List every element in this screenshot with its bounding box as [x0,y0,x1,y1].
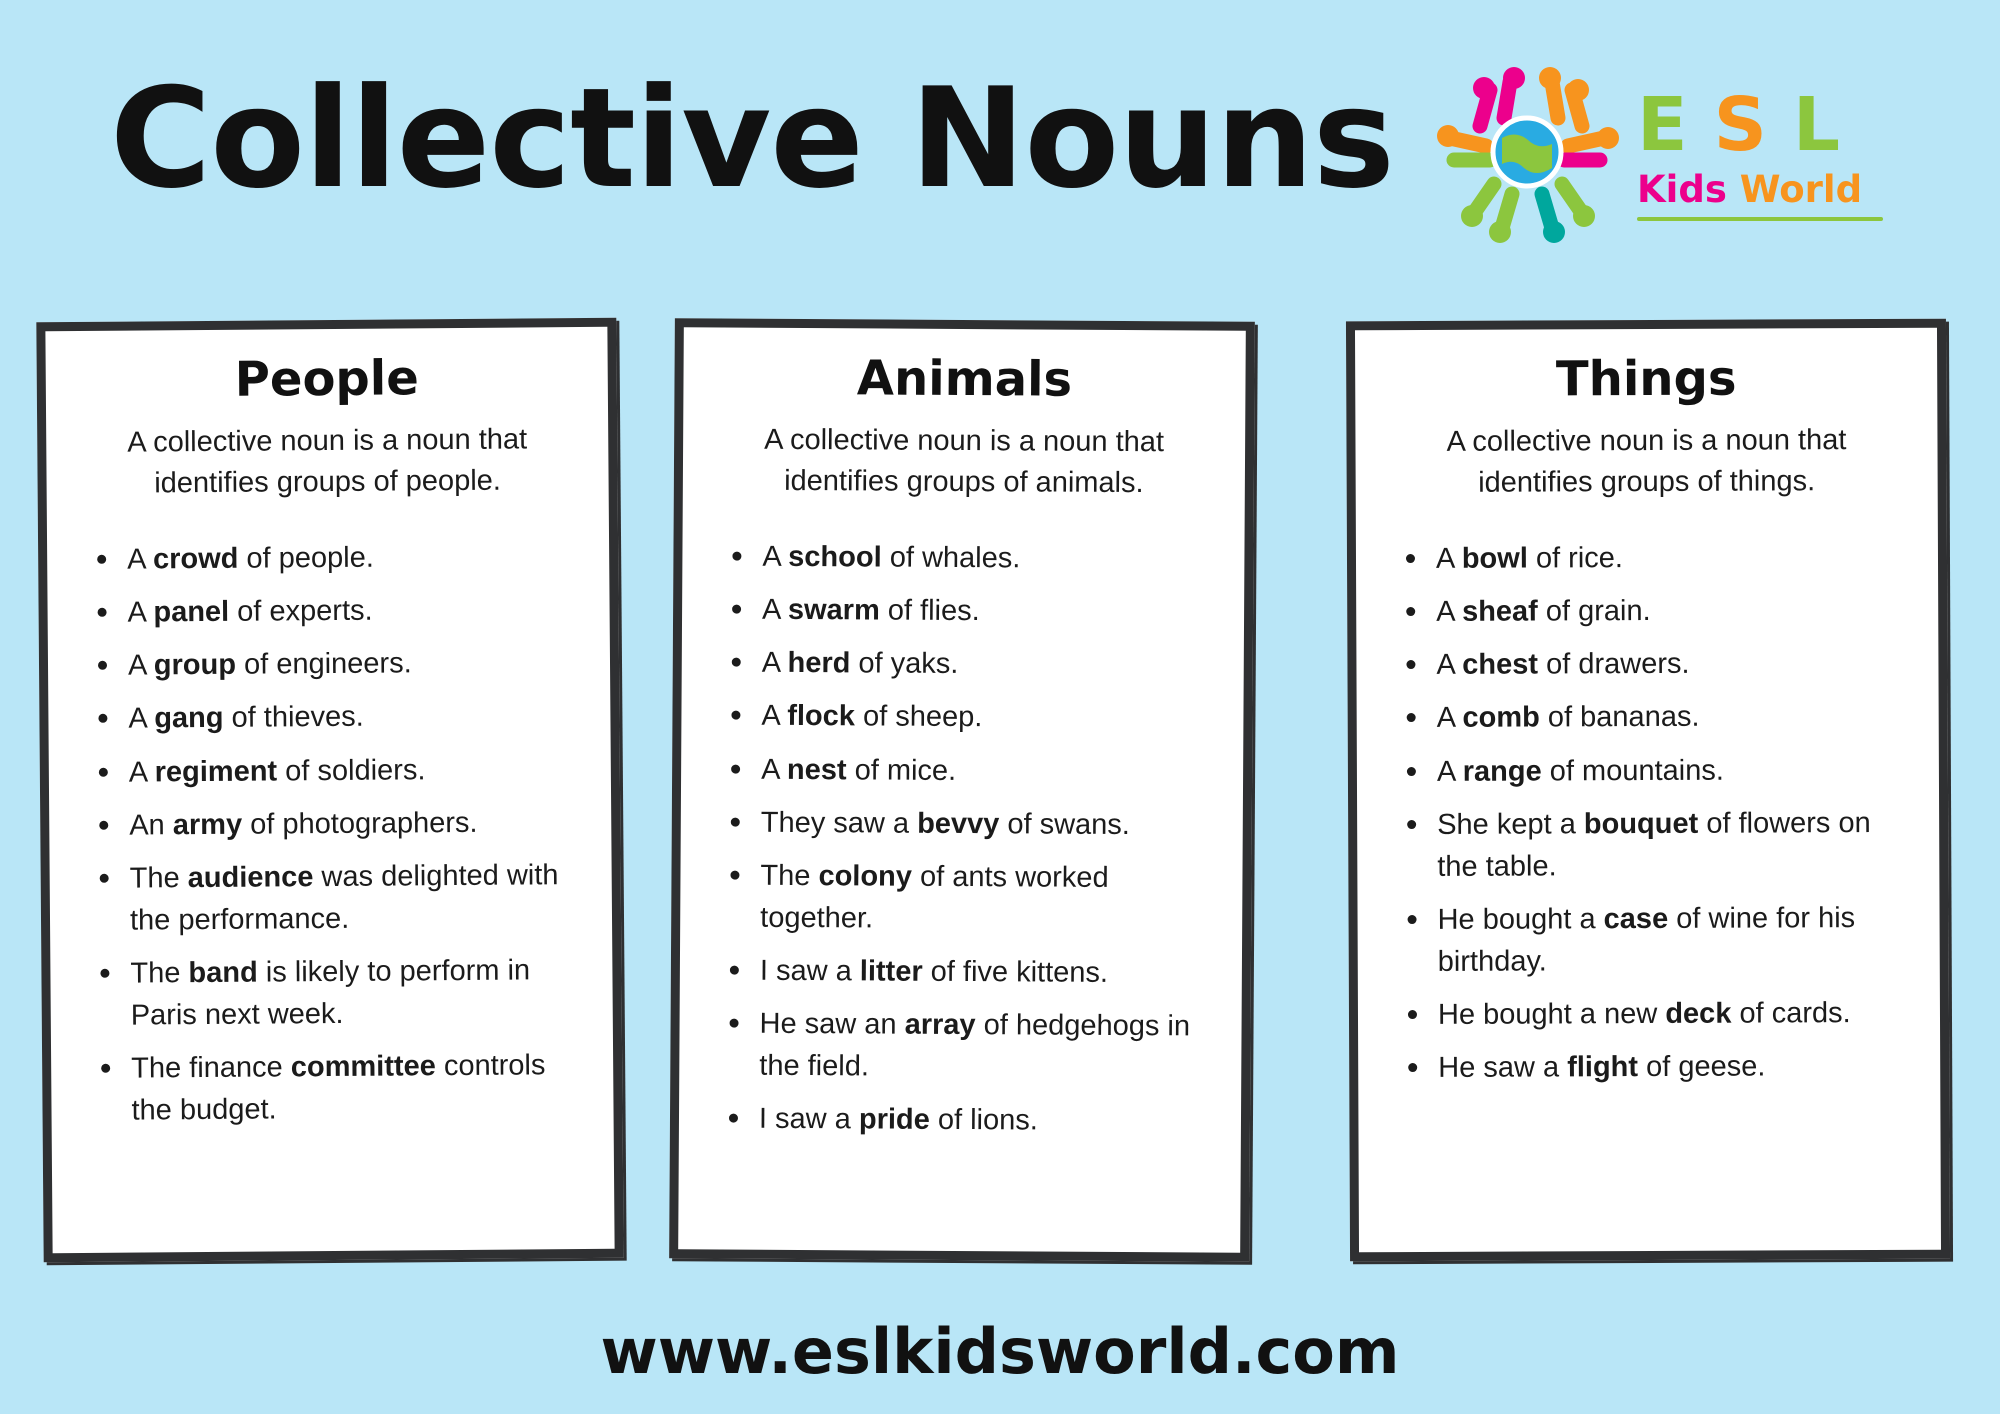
list-item-suffix: of cards. [1731,996,1851,1030]
collective-noun: comb [1462,701,1540,735]
list-item-suffix: of ants worked together. [760,860,1109,935]
collective-noun: pride [858,1103,930,1136]
list-item-prefix: They saw a [760,806,918,840]
list-item [725,1097,1211,1142]
list-item [94,695,580,741]
list-item [728,589,1214,634]
list-item-suffix: is likely to perform in Paris next week. [130,954,531,1032]
list-item-prefix: A [761,594,789,627]
list-item [1404,1045,1910,1089]
list-item-prefix: He saw a [1438,1051,1568,1084]
logo-word-world: World [1739,168,1863,211]
collective-noun: litter [859,955,923,988]
list-item-prefix: A [127,596,154,629]
list-item [1403,801,1909,887]
list-item-prefix: She kept a [1437,807,1584,841]
brand-logo-text [1637,82,1887,221]
list-item-prefix: A [761,647,788,680]
collective-noun: sheaf [1461,595,1538,629]
list-item-suffix: of hedgehogs in the field. [759,1008,1191,1083]
list-item-prefix: A [1436,755,1463,788]
list-item [93,588,579,634]
collective-noun: range [1462,754,1542,788]
list-item-suffix: of lions. [929,1103,1038,1137]
list-item [725,1002,1212,1089]
list-item-suffix: of soldiers. [277,753,426,787]
list-item-suffix: of mice. [846,753,957,787]
list-item-suffix: of experts. [229,595,373,629]
card-title-people: People [234,350,420,408]
list-item [95,748,581,794]
collective-noun: case [1603,902,1669,935]
list-item-prefix: A [128,755,155,789]
list-item-prefix: He bought a new [1437,997,1666,1031]
list-item-prefix: He bought a [1437,902,1604,936]
list-item [96,949,583,1037]
list-item-suffix: controls the budget. [131,1049,546,1127]
list-item-suffix: of swans. [999,807,1131,841]
list-item-suffix: of drawers. [1537,648,1690,681]
list-item-suffix: of thieves. [223,701,364,735]
list-item-suffix: of wine for his birthday. [1437,901,1856,978]
list-item-suffix: of yaks. [850,647,959,681]
list-item [1404,992,1910,1036]
list-item-suffix: of bananas. [1539,701,1700,734]
list-item-suffix: of grain. [1537,595,1651,628]
collective-noun: panel [153,596,230,629]
list-item-prefix: He saw an [759,1007,905,1041]
logo-letter-e: E [1637,82,1688,168]
list-item [727,695,1213,740]
collective-noun: bouquet [1583,807,1699,840]
collective-noun: bevvy [917,807,1000,840]
footer-website[interactable]: www.eslkidsworld.com [600,1315,1400,1388]
list-item-prefix: A [127,543,154,576]
list-item-prefix: A [762,541,789,574]
list-item [726,854,1213,941]
list-item [1402,536,1908,580]
collective-noun: herd [787,647,851,680]
list-item [1403,897,1909,983]
list-item-prefix: An [129,808,173,842]
collective-noun: army [172,808,243,841]
list-item [726,949,1212,994]
list-item-prefix: A [127,649,154,683]
list-item-prefix: A [1436,596,1463,629]
collective-noun: group [153,649,237,682]
card-title-animals: Animals [856,350,1073,408]
list-item-suffix: of flies. [879,594,980,628]
list-item-suffix: of people. [238,541,374,576]
card-description-animals: A collective noun is a noun that identifies groups of animals. [764,423,1165,500]
list-item-suffix: of rice. [1527,542,1624,575]
list-item-suffix: of whales. [881,541,1021,575]
logo-letter-s: S [1713,82,1767,168]
list-item [97,1044,584,1132]
list-item-prefix: A [1436,702,1463,735]
collective-noun: flight [1567,1050,1639,1084]
collective-noun: chest [1462,648,1539,682]
noun-list-things [1356,536,1940,1089]
page-title: Collective Nouns [110,58,1394,219]
list-item-suffix: of mountains. [1541,754,1724,787]
card-description-things: A collective noun is a noun that identifies groups of things. [1446,424,1847,499]
list-item [95,801,581,847]
list-item-prefix: A [761,753,788,786]
collective-noun: flock [787,700,856,733]
collective-noun: nest [786,753,847,786]
list-item [94,641,580,687]
collective-noun: regiment [154,754,278,788]
list-item [1402,589,1908,633]
list-item-suffix: of geese. [1637,1050,1766,1083]
list-item-prefix: The [130,956,189,990]
list-item-prefix: The finance [131,1051,291,1085]
list-item-suffix: of engineers. [235,647,412,682]
list-item [93,535,579,581]
list-item-prefix: I saw a [758,1102,860,1136]
noun-list-people [47,535,614,1132]
list-item [728,536,1214,581]
collective-noun: gang [154,702,224,735]
list-item-prefix: The [129,861,188,895]
collective-noun: school [788,541,882,574]
list-item [1403,695,1909,739]
card-description-people: A collective noun is a noun that identifies groups of people. [127,423,528,500]
list-item-suffix: was delighted with the performance. [129,858,559,937]
list-item-suffix: of five kittens. [922,955,1109,989]
list-item [727,801,1213,846]
collective-noun: band [188,956,258,989]
list-item-suffix: of flowers on the table. [1437,806,1871,883]
list-item-prefix: A [128,702,155,736]
esl-kids-world-globe-icon [1432,60,1622,250]
collective-noun: array [904,1008,976,1041]
collective-noun: audience [187,860,314,894]
logo-underline [1637,217,1883,221]
list-item-prefix: I saw a [759,954,860,988]
list-item [728,642,1214,687]
card-things [1346,319,1950,1262]
card-people [36,318,623,1263]
collective-noun: crowd [152,543,239,576]
list-item-prefix: A [1436,649,1463,682]
list-item-suffix: of photographers. [242,806,478,841]
collective-noun: committee [290,1049,436,1084]
list-item-prefix: A [761,700,788,733]
list-item [1403,748,1909,792]
collective-noun: bowl [1461,542,1528,576]
brand-logo[interactable] [1432,60,1882,260]
list-item [1402,642,1908,686]
logo-letter-l: L [1792,82,1841,168]
collective-noun: swarm [787,594,880,627]
logo-word-kids: Kids [1637,168,1727,211]
list-item-prefix: A [1435,543,1462,576]
list-item-prefix: The [760,859,819,892]
list-item [96,854,583,942]
collective-noun: deck [1665,997,1732,1030]
card-animals [669,318,1255,1262]
collective-noun: colony [818,859,913,893]
noun-list-animals [679,536,1245,1143]
poster-header [0,40,2000,270]
category-columns [0,320,2000,1280]
card-title-things: Things [1555,350,1737,408]
list-item [727,748,1213,793]
list-item-suffix: of sheep. [854,700,983,734]
